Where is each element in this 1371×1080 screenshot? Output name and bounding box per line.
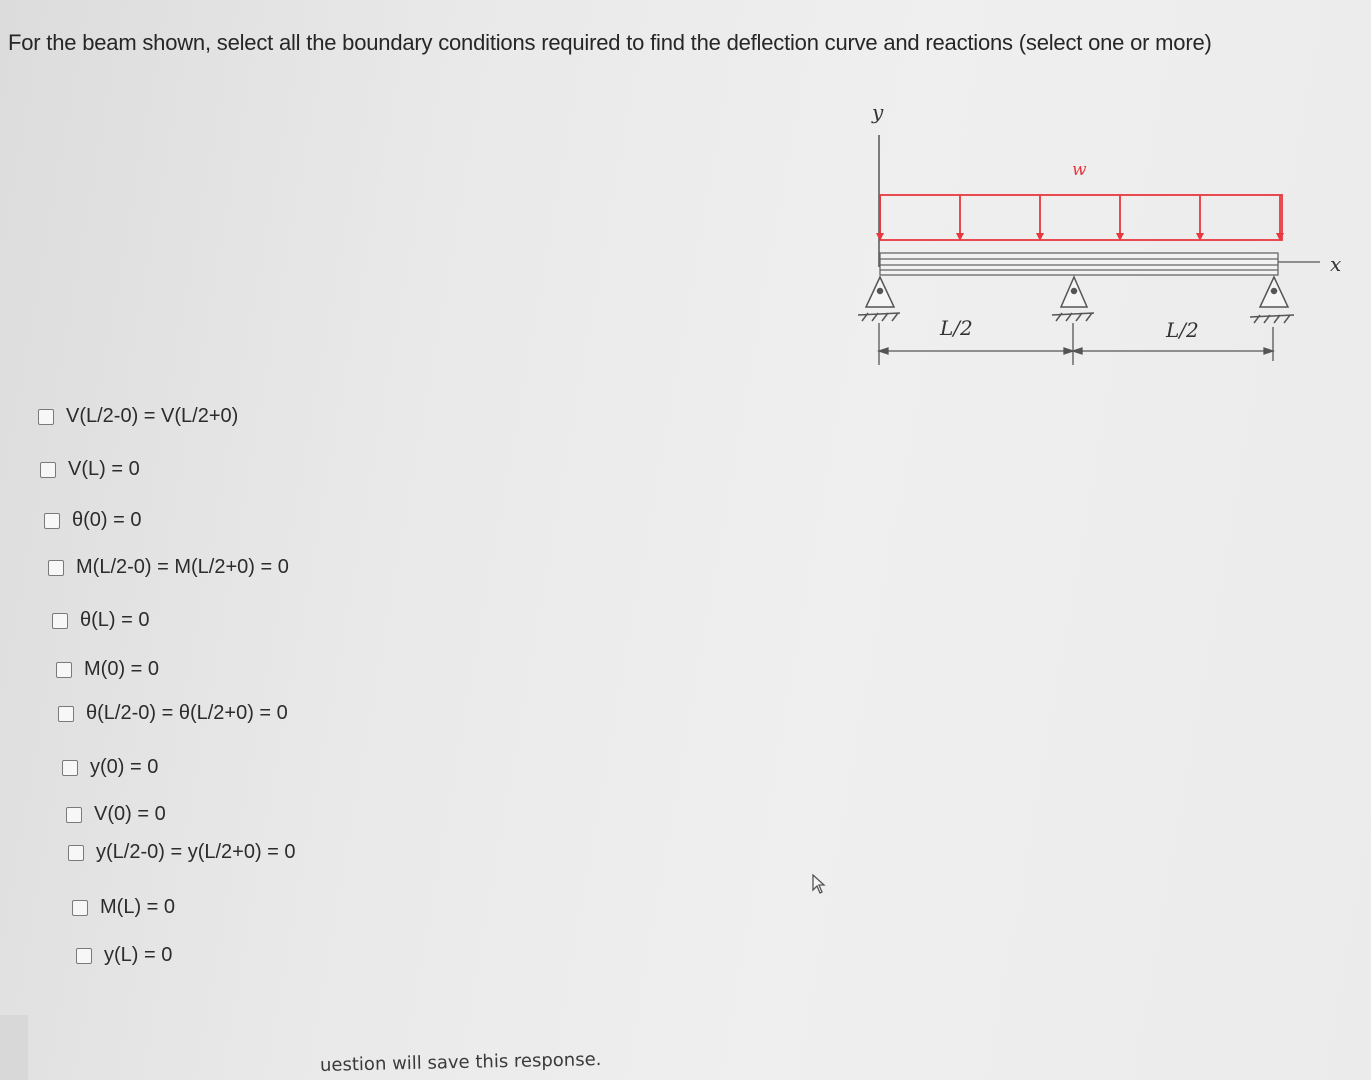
distributed-load: [880, 195, 1282, 240]
option-2[interactable]: [44, 509, 141, 532]
option-5[interactable]: [56, 658, 159, 681]
option-10[interactable]: [72, 896, 175, 919]
option-3-label: M(L/2-0) = M(L/2+0) = 0: [76, 556, 289, 578]
question-text: For the beam shown, select all the boundary conditions required to find the deflection curve and reactions (select one or more): [8, 30, 1212, 55]
support-right: [1250, 277, 1294, 323]
option-10-label: M(L) = 0: [100, 896, 176, 918]
option-1-label: V(L) = 0: [68, 458, 140, 480]
option-11-checkbox[interactable]: [76, 948, 92, 964]
option-0-label: V(L/2-0) = V(L/2+0): [66, 405, 239, 427]
beam: [880, 253, 1278, 275]
x-axis-label: x: [1330, 252, 1342, 276]
span-left-label: L/2: [940, 316, 973, 340]
option-3-checkbox[interactable]: [48, 560, 64, 576]
option-5-label: M(0) = 0: [84, 658, 160, 680]
option-7-label: y(0) = 0: [90, 756, 159, 778]
y-axis-label: y: [872, 100, 884, 124]
option-6[interactable]: [58, 702, 288, 725]
option-9-label: y(L/2-0) = y(L/2+0) = 0: [96, 841, 296, 863]
option-7[interactable]: [62, 756, 158, 779]
option-1[interactable]: [40, 458, 140, 481]
option-4[interactable]: [52, 609, 149, 632]
option-11-label: y(L) = 0: [104, 944, 173, 966]
option-4-label: θ(L) = 0: [80, 609, 150, 631]
option-4-checkbox[interactable]: [52, 613, 68, 629]
options-list: [0, 0, 600, 1080]
option-10-checkbox[interactable]: [72, 900, 88, 916]
option-2-label: θ(0) = 0: [72, 509, 142, 531]
support-middle: [1052, 277, 1094, 321]
option-5-checkbox[interactable]: [56, 662, 72, 678]
option-9-checkbox[interactable]: [68, 845, 84, 861]
load-label: w: [1072, 160, 1087, 180]
option-11[interactable]: [76, 944, 172, 967]
option-6-label: θ(L/2-0) = θ(L/2+0) = 0: [86, 702, 288, 724]
span-right-label: L/2: [1166, 318, 1199, 342]
option-9[interactable]: [68, 841, 296, 864]
option-8-label: V(0) = 0: [94, 803, 166, 825]
option-8[interactable]: [66, 803, 166, 826]
option-3[interactable]: [48, 556, 289, 579]
option-0[interactable]: [38, 405, 238, 428]
beam-figure: [840, 95, 1360, 380]
option-8-checkbox[interactable]: [66, 807, 82, 823]
dimension-lines: [879, 323, 1273, 365]
footer-save-note: uestion will save this response.: [319, 1049, 602, 1076]
option-0-checkbox[interactable]: [38, 409, 54, 425]
mouse-cursor-icon: [812, 874, 828, 896]
option-7-checkbox[interactable]: [62, 760, 78, 776]
support-left: [858, 277, 900, 321]
option-6-checkbox[interactable]: [58, 706, 74, 722]
option-2-checkbox[interactable]: [44, 513, 60, 529]
option-1-checkbox[interactable]: [40, 462, 56, 478]
